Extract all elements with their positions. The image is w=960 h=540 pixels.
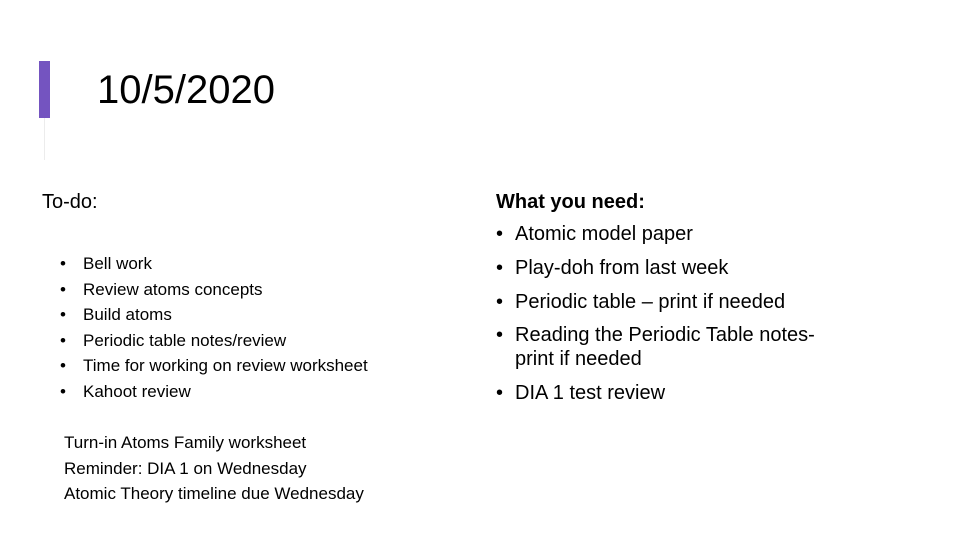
todo-item-label: Review atoms concepts xyxy=(83,279,263,299)
todo-item-label: Build atoms xyxy=(83,305,172,325)
bullet-icon: • xyxy=(496,382,504,404)
bullet-icon: • xyxy=(60,356,66,376)
todo-notes xyxy=(64,430,364,507)
todo-list xyxy=(60,251,368,405)
need-item-label: Periodic table – print if needed xyxy=(515,291,786,313)
bullet-icon: • xyxy=(60,330,66,350)
todo-item-label: Time for working on review worksheet xyxy=(83,356,368,376)
list-item xyxy=(496,256,815,280)
slide-title: 10/5/2020 xyxy=(97,68,275,112)
bullet-icon: • xyxy=(496,291,504,313)
list-item xyxy=(60,379,368,405)
bullet-icon: • xyxy=(496,324,504,346)
list-item xyxy=(496,323,815,371)
list-item xyxy=(496,381,815,405)
todo-heading: To-do: xyxy=(42,191,98,213)
bullet-icon: • xyxy=(60,305,66,325)
need-heading: What you need: xyxy=(496,191,645,213)
bullet-icon: • xyxy=(496,257,504,279)
list-item xyxy=(60,353,368,379)
bullet-icon: • xyxy=(60,381,66,401)
need-item-continuation: print if needed xyxy=(515,348,642,370)
todo-item-label: Periodic table notes/review xyxy=(83,330,287,350)
bullet-icon: • xyxy=(60,279,66,299)
title-accent-line xyxy=(44,118,45,160)
title-accent-bar xyxy=(39,61,50,118)
need-item-label: DIA 1 test review xyxy=(515,382,666,404)
need-item-label: Reading the Periodic Table notes- xyxy=(515,324,815,346)
list-item xyxy=(496,290,815,314)
need-list xyxy=(496,222,815,405)
todo-item-label: Bell work xyxy=(83,254,152,273)
todo-item-label: Kahoot review xyxy=(83,381,191,401)
list-item xyxy=(60,251,368,277)
list-item xyxy=(60,277,368,303)
need-item-label: Play-doh from last week xyxy=(515,257,729,279)
need-item-label: Atomic model paper xyxy=(515,223,693,245)
list-item xyxy=(60,328,368,354)
bullet-icon: • xyxy=(496,223,504,245)
note-line: Reminder: DIA 1 on Wednesday xyxy=(64,458,307,478)
note-line: Atomic Theory timeline due Wednesday xyxy=(64,484,364,503)
note-line: Turn-in Atoms Family worksheet xyxy=(64,433,307,452)
bullet-icon: • xyxy=(60,254,66,273)
list-item xyxy=(496,222,815,246)
list-item xyxy=(60,302,368,328)
